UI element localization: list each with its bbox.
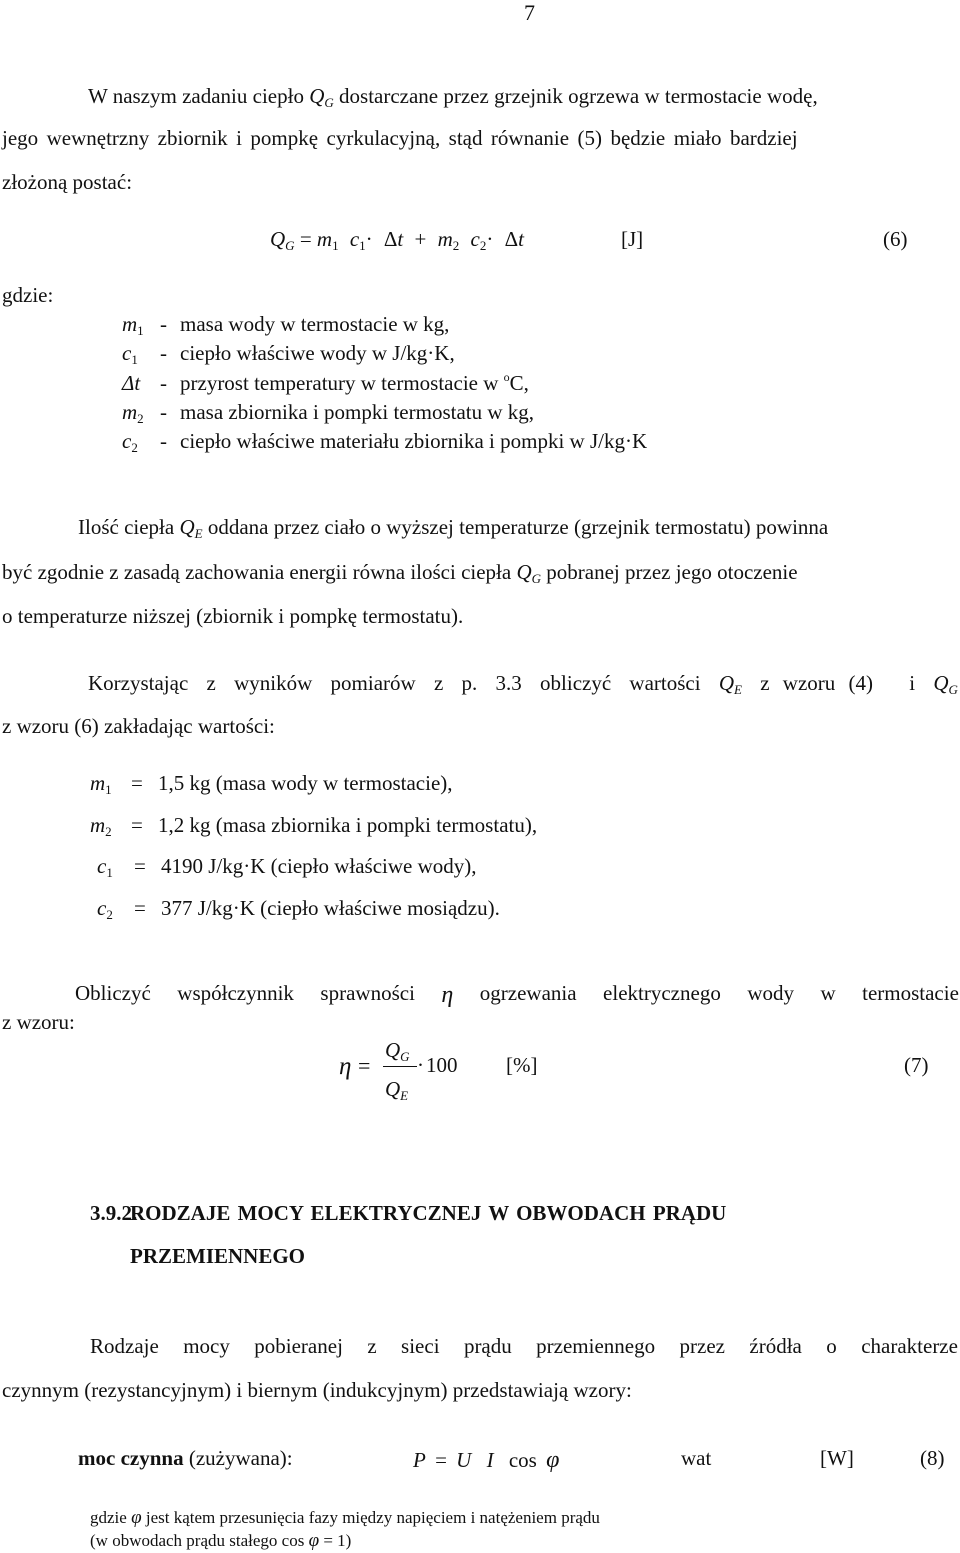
word: przemiennego <box>536 1334 656 1358</box>
para3-line2: z wzoru (6) zakładając wartości: <box>2 714 275 738</box>
where-label: gdzie: <box>2 283 54 307</box>
label-rest: (zużywana): <box>183 1446 293 1470</box>
symbol-q: Q <box>933 671 949 695</box>
para2-line3: o temperaturze niższej (zbiornik i pompkę termostatu). <box>2 604 464 628</box>
symbol: m <box>90 813 106 837</box>
value-sym <box>90 771 112 797</box>
word: źródła <box>749 1334 802 1358</box>
dash: - <box>160 429 167 453</box>
para3-line1 <box>88 671 958 697</box>
dash: - <box>160 371 167 395</box>
word: 3.3 <box>495 671 522 695</box>
eq7-unit: [%] <box>506 1053 538 1077</box>
fraction-bar <box>383 1066 417 1067</box>
word: z <box>433 671 444 695</box>
delta-symbol: Δ <box>383 227 398 251</box>
symbol-m: m <box>316 227 333 251</box>
word: Obliczyć <box>75 981 151 1005</box>
symbol-p: P <box>413 1448 426 1472</box>
para1-line1 <box>88 84 954 110</box>
word: ogrzewania <box>479 981 577 1005</box>
word: sieci <box>401 1334 440 1358</box>
text: Ilość ciepła <box>78 515 180 539</box>
subscript: 2 <box>106 907 113 922</box>
subscript: 2 <box>131 440 138 455</box>
equals-sign: = <box>435 1448 447 1472</box>
symbol-list-sym: Δt <box>122 371 141 395</box>
subscript: 1 <box>332 238 339 253</box>
symbol-q: Q <box>309 84 325 108</box>
symbol: c <box>122 341 132 365</box>
symbol-list-sym <box>122 312 144 338</box>
subscript: 2 <box>137 411 144 426</box>
symbol-q: Q <box>516 560 532 584</box>
text: C, <box>509 371 529 395</box>
eq8-formula <box>413 1448 559 1472</box>
symbol-t: t <box>397 227 404 251</box>
eta-symbol: η <box>441 982 454 1008</box>
para5-line2: czynnym (rezystancyjnym) i biernym (indukcyjnym) przedstawiają wzory: <box>2 1378 632 1402</box>
para4-line1 <box>75 983 959 1007</box>
text: W naszym zadaniu ciepło <box>88 84 310 108</box>
word: sprawności <box>320 981 415 1005</box>
text: (w obwodach prądu stałego cos <box>90 1531 309 1550</box>
symbol: m <box>122 312 138 336</box>
section-number: 3.9.2. <box>90 1201 138 1225</box>
symbol-q: Q <box>270 227 286 251</box>
eq8-label <box>78 1448 293 1469</box>
symbol-m: m <box>437 227 453 251</box>
para4-line2: z wzoru: <box>2 1010 75 1034</box>
word: mocy <box>183 1334 230 1358</box>
delta-symbol: Δ <box>504 227 519 251</box>
subscript: G <box>324 95 334 110</box>
text: jest kątem przesunięcia fazy między napięciem i natężeniem prądu <box>141 1508 600 1527</box>
word: prądu <box>463 1334 512 1358</box>
symbol-c: c <box>470 227 480 251</box>
value-text: 1,5 kg (masa wody w termostacie), <box>158 771 453 795</box>
symbol-list-sym <box>122 429 138 455</box>
value-text: 4190 J/kg·K (ciepło właściwe wody), <box>161 854 477 878</box>
eq6-unit: [J] <box>621 227 644 251</box>
word: Korzystając <box>88 671 189 695</box>
subscript: E <box>194 526 203 541</box>
subscript: G <box>285 238 295 253</box>
word: pomiarów <box>330 671 416 695</box>
subscript: E <box>734 682 742 697</box>
word: charakterze <box>861 1334 958 1358</box>
subscript: 1 <box>105 782 112 797</box>
word: z <box>206 671 216 695</box>
phi-symbol: φ <box>308 1530 320 1551</box>
subscript: 1 <box>131 352 138 367</box>
dash: - <box>160 400 167 424</box>
subscript: 2 <box>479 238 487 253</box>
qg-symbol <box>933 671 958 697</box>
symbol-q: Q <box>385 1077 401 1101</box>
fraction-denominator <box>385 1077 409 1103</box>
symbol: c <box>97 854 107 878</box>
value-sym <box>97 854 113 880</box>
footnote-line1 <box>90 1508 600 1527</box>
symbol: m <box>122 400 138 424</box>
symbol-t: t <box>518 227 524 251</box>
qe-symbol <box>718 671 742 697</box>
symbol-q: Q <box>179 515 195 539</box>
subscript: G <box>948 682 958 697</box>
equals-sign: = <box>358 1053 371 1078</box>
cos-function: cos <box>508 1448 537 1472</box>
plus-sign: + <box>414 227 427 251</box>
para1-line2: jego wewnętrzny zbiornik i pompkę cyrkulacyjną, stąd równanie (5) będzie miało bardziej <box>2 126 798 150</box>
label-bold: moc czynna <box>78 1446 184 1470</box>
superscript: o <box>503 370 510 384</box>
word: przez <box>679 1334 725 1358</box>
dot-operator: · <box>486 227 494 251</box>
word: wartości <box>629 671 701 695</box>
word: wyników <box>234 671 313 695</box>
word: i <box>909 671 916 695</box>
dot-operator: · <box>417 1053 424 1077</box>
phi-symbol: φ <box>131 1507 142 1528</box>
phi-symbol: φ <box>546 1447 560 1473</box>
symbol-list-desc: masa zbiornika i pompki termostatu w kg, <box>180 400 535 424</box>
word: o <box>826 1334 837 1358</box>
subscript: 1 <box>106 865 113 880</box>
text: dostarczane przez grzejnik ogrzewa w termostacie wodę, <box>333 84 818 108</box>
word: obliczyć <box>540 671 612 695</box>
subscript: G <box>400 1049 410 1064</box>
symbol-list-desc: ciepło właściwe wody w J/kg·K, <box>180 341 455 365</box>
word: w <box>820 981 836 1005</box>
text: przyrost temperatury w termostacie w <box>180 371 504 395</box>
subscript: 2 <box>452 238 460 253</box>
equals-sign: = <box>134 854 146 878</box>
subscript: 1 <box>137 323 144 338</box>
eq6-number: (6) <box>883 227 908 251</box>
symbol-c: c <box>349 227 360 251</box>
subscript: E <box>400 1088 409 1103</box>
value-text: 1,2 kg (masa zbiornika i pompki termostatu), <box>158 813 538 837</box>
value-sym <box>90 813 112 839</box>
page-number: 7 <box>524 0 535 25</box>
equals-sign: = <box>131 771 143 795</box>
eq8-unit-word: wat <box>681 1446 712 1470</box>
symbol-q: Q <box>385 1038 401 1062</box>
eq7-hundred <box>417 1055 458 1076</box>
para1-line3: złożoną postać: <box>2 170 133 194</box>
value-sym <box>97 896 113 922</box>
text: z wzoru (4) <box>760 671 873 695</box>
equals-sign: = <box>131 813 143 837</box>
word: wody <box>747 981 794 1005</box>
symbol-q: Q <box>718 671 734 695</box>
symbol-list-desc <box>180 370 529 395</box>
symbol-list-desc: ciepło właściwe materiału zbiornika i pompki w J/kg·K <box>180 429 648 453</box>
word: Rodzaje <box>90 1334 159 1358</box>
symbol-u: U <box>456 1448 472 1472</box>
eq7-number: (7) <box>904 1053 929 1077</box>
word: elektrycznego <box>603 981 721 1005</box>
number: 100 <box>426 1053 458 1077</box>
section-title-continued: PRZEMIENNEGO <box>130 1244 306 1268</box>
word: współczynnik <box>177 981 294 1005</box>
subscript: 2 <box>105 824 112 839</box>
fraction-numerator <box>385 1038 410 1064</box>
footnote-line2 <box>90 1531 351 1550</box>
eq6-formula <box>270 227 524 253</box>
eta-symbol: η <box>339 1053 352 1080</box>
symbol-list-sym <box>122 341 138 367</box>
dot-operator: · <box>365 227 373 251</box>
para2-line2 <box>2 560 798 586</box>
equals-sign: = <box>134 896 146 920</box>
value-text: 377 J/kg·K (ciepło właściwe mosiądzu). <box>161 896 500 920</box>
symbol: c <box>97 896 107 920</box>
subscript: 1 <box>359 238 366 253</box>
subscript: G <box>531 571 542 586</box>
text: oddana przez ciało o wyższej temperaturze (grzejnik termostatu) powinna <box>202 515 829 539</box>
symbol: m <box>90 771 106 795</box>
word: p. <box>461 671 478 695</box>
dash: - <box>160 341 167 365</box>
word: pobieranej <box>254 1334 343 1358</box>
dash: - <box>160 312 167 336</box>
word: z <box>367 1334 377 1358</box>
section-title: RODZAJE MOCY ELEKTRYCZNEJ W OBWODACH PRĄDU <box>130 1201 727 1225</box>
text: = 1) <box>319 1531 352 1550</box>
equals-sign: = <box>299 227 312 251</box>
para5-line1 <box>90 1336 958 1357</box>
eq8-number: (8) <box>920 1446 945 1470</box>
word: termostacie <box>862 981 959 1005</box>
symbol-list-desc: masa wody w termostacie w kg, <box>180 312 450 336</box>
symbol: c <box>122 429 132 453</box>
eq8-unit: [W] <box>820 1446 854 1470</box>
para2-line1 <box>78 515 829 541</box>
text: być zgodnie z zasadą zachowania energii równa ilości ciepła <box>2 560 517 584</box>
symbol-list-sym <box>122 400 144 426</box>
text: gdzie <box>90 1508 132 1527</box>
symbol-i: I <box>486 1448 494 1472</box>
text: pobranej przez jego otoczenie <box>541 560 798 584</box>
